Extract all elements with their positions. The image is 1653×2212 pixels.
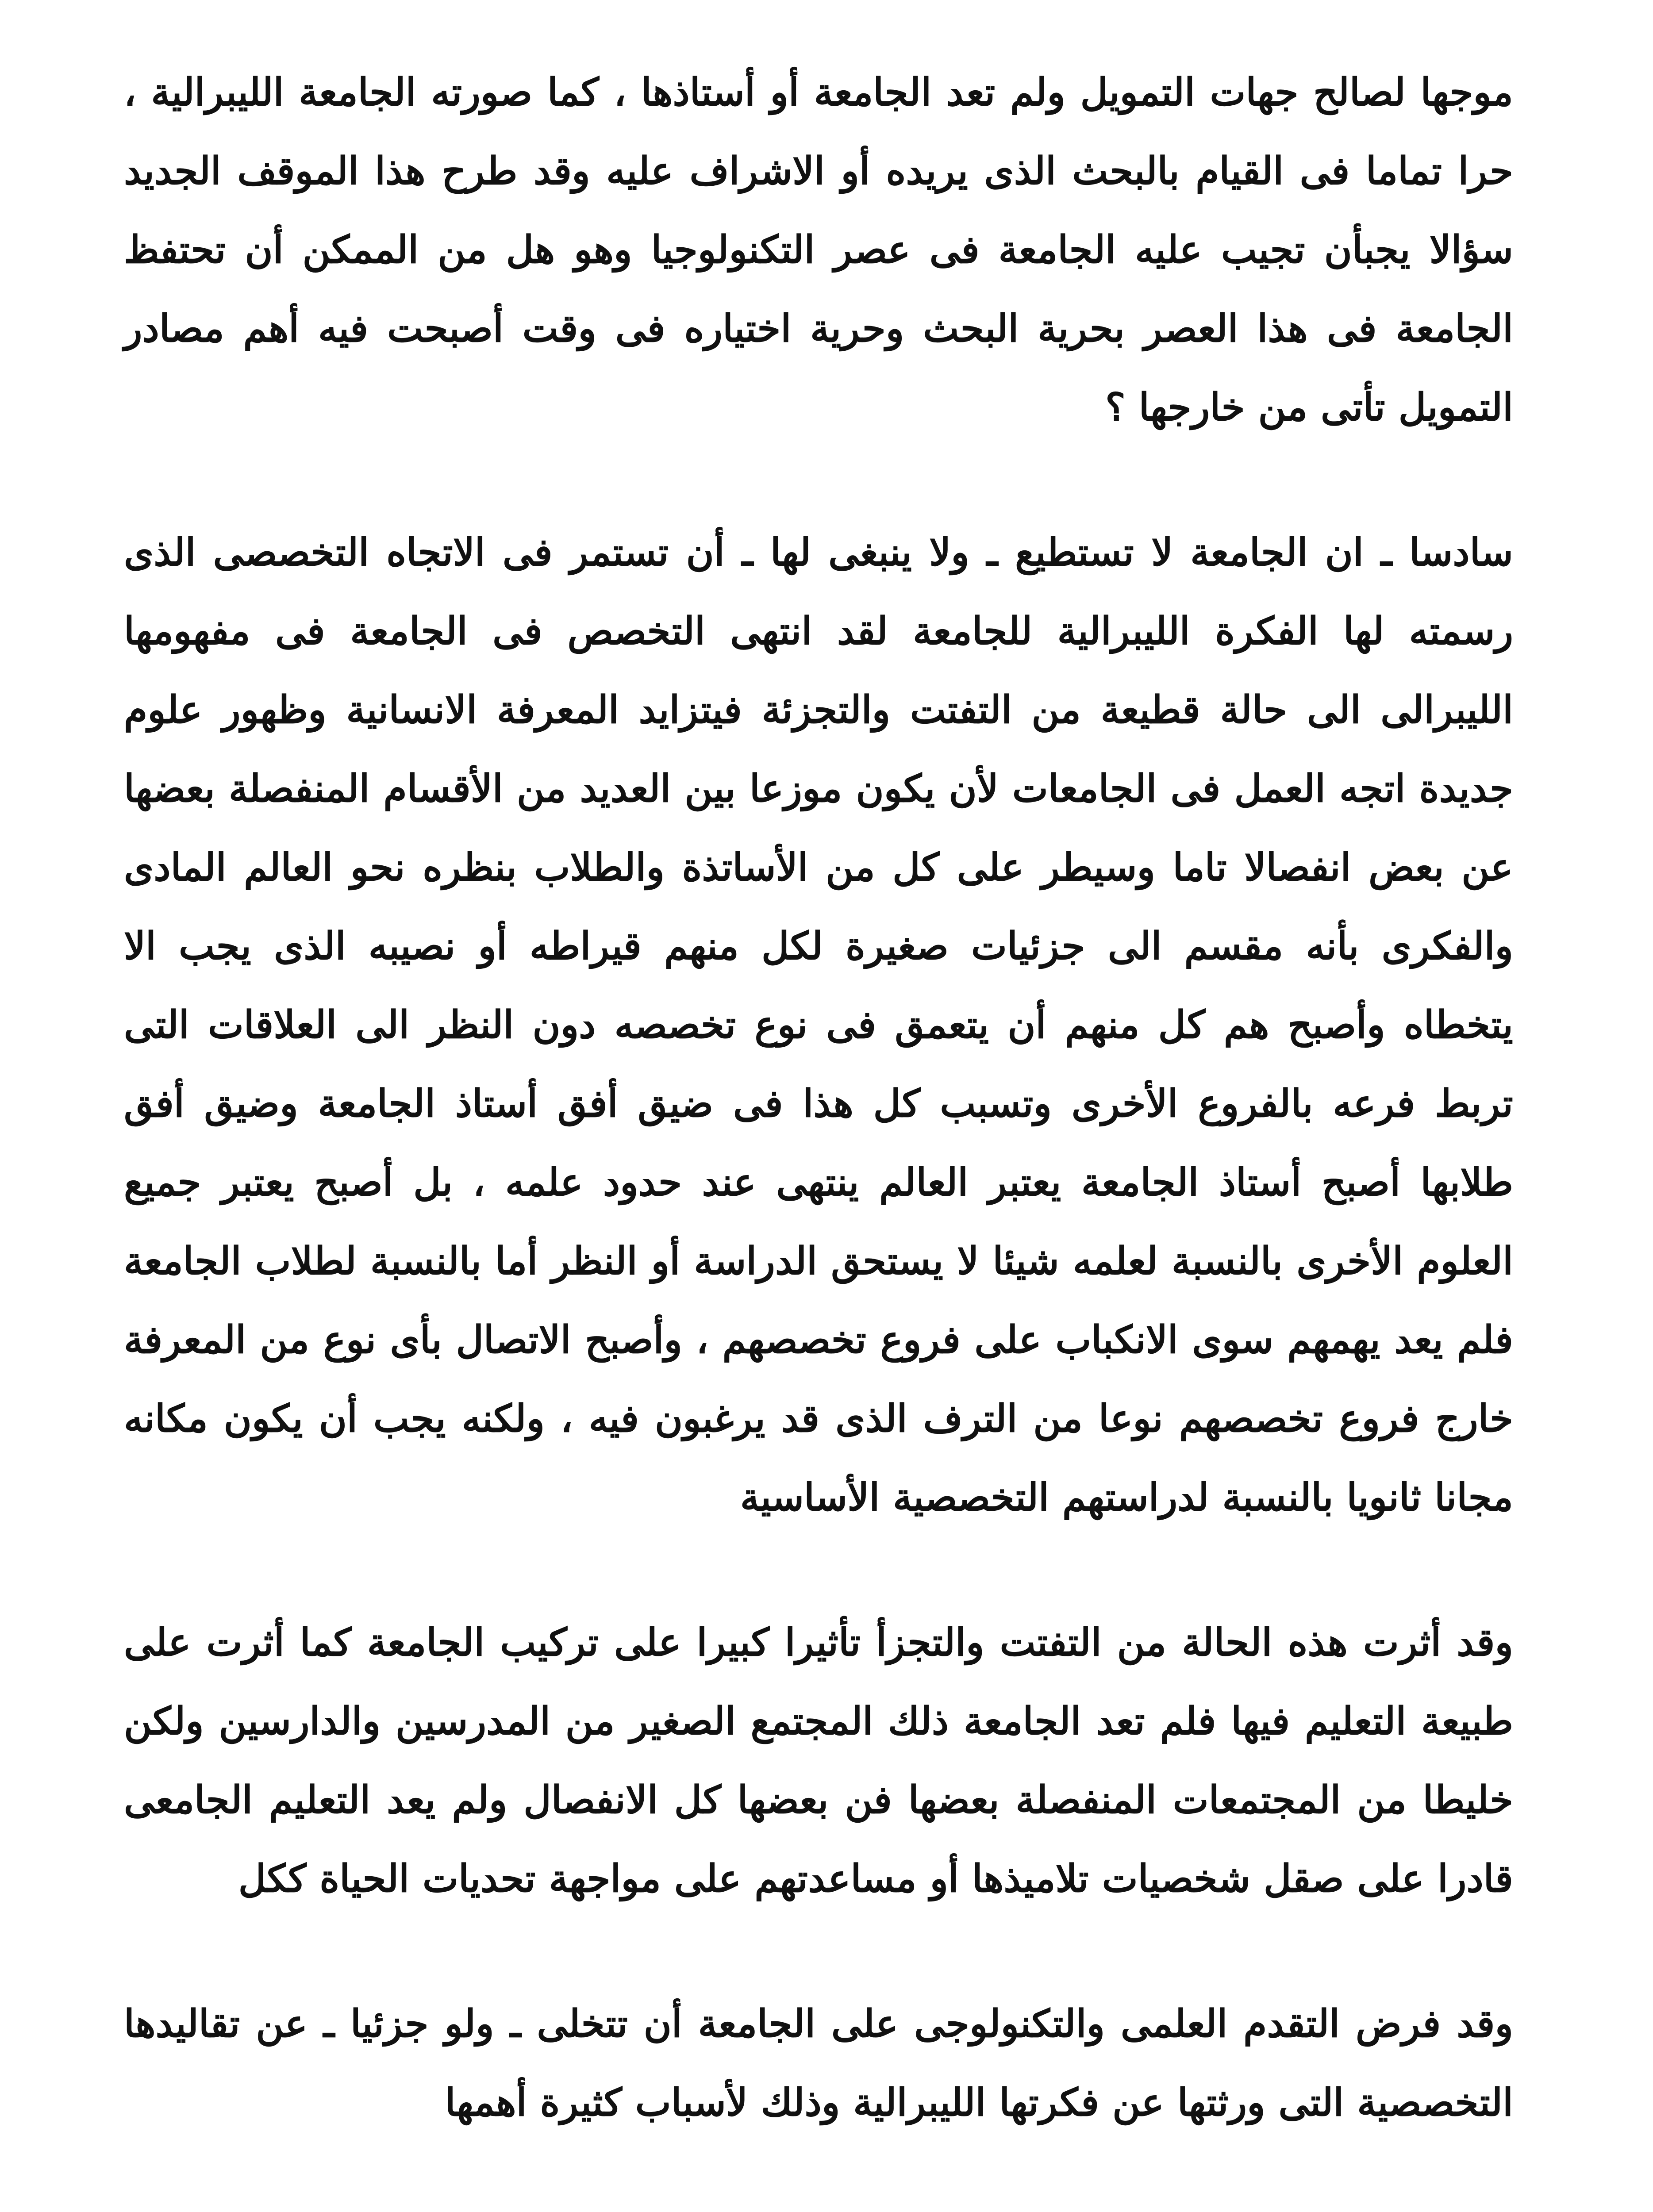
paragraph-sixth-lead: سادسا ـ [1380,530,1513,575]
paragraph-scientific-progress [124,1985,1513,2142]
list-item-a [124,2208,1513,2212]
paragraph-gap [124,2142,1513,2208]
paragraph-scientific-progress-text: وقد فرض التقدم العلمى والتكنولوجى على الجامعة أن تتخلى ـ ولو جزئيا ـ عن تقاليدها التخصصية التى ورثتها عن فكرتها الليبرالية وذلك لأسباب كثيرة أهمها [124,2001,1513,2125]
list-item-a-marker [1411,2208,1513,2212]
paragraph-funding-text: موجها لصالح جهات التمويل ولم تعد الجامعة أو أستاذها ، كما صورته الجامعة الليبرالية ، حرا تماما فى القيام بالبحث الذى يريده أو الاشراف عليه وقد طرح هذا الموقف الجديد سؤالا يجبأن تجيب عليه الجامعة فى عصر التكنولوجيا وهو هل من الممكن أن تحتفظ الجامعة فى هذا العصر بحرية البحث وحرية اختياره فى وقت أصبحت فيه أهم مصادر التمويل تأتى من خارجها ؟ [124,70,1513,430]
paragraph-gap [124,447,1513,513]
page-body [124,53,1513,2212]
paragraph-sixth-point [124,513,1513,1537]
paragraph-sixth-text: ان الجامعة لا تستطيع ـ ولا ينبغى لها ـ أن تستمر فى الاتجاه التخصصى الذى رسمته لها الفكرة الليبرالية للجامعة لقد انتهى التخصص فى الجامعة فى مفهومها الليبرالى الى حالة قطيعة من التفتت والتجزئة فيتزايد المعرفة الانسانية وظهور علوم جديدة اتجه العمل فى الجامعات لأن يكون موزعا بين العديد من الأقسام المنفصلة بعضها عن بعض انفصالا تاما وسيطر على كل من الأساتذة والطلاب بنظره نحو العالم المادى والفكرى بأنه مقسم الى جزئيات صغيرة لكل منهم قيراطه أو نصيبه الذى يجب الا يتخطاه وأصبح هم كل منهم أن يتعمق فى نوع تخصصه دون النظر الى العلاقات التى تربط فرعه بالفروع الأخرى وتسبب كل هذا فى ضيق أفق أستاذ الجامعة وضيق أفق طلابها أصبح أستاذ الجامعة يعتبر العالم ينتهى عند حدود علمه ، بل أصبح يعتبر جميع العلوم الأخرى بالنسبة لعلمه شيئا لا يستحق الدراسة أو النظر أما بالنسبة لطلاب الجامعة فلم يعد يهمهم سوى الانكباب على فروع تخصصهم ، وأصبح الاتصال بأى نوع من المعرفة خارج فروع تخصصهم نوعا من الترف الذى قد يرغبون فيه ، ولكنه يجب أن يكون مكانه مجانا ثانويا بالنسبة لدراستهم التخصصية الأساسية [124,530,1513,1520]
paragraph-gap [124,1537,1513,1603]
paragraph-funding [124,53,1513,447]
paragraph-gap [124,1918,1513,1985]
list-item-a-text [124,2208,1411,2212]
paragraph-fragmentation-text: وقد أثرت هذه الحالة من التفتت والتجزأ تأثيرا كبيرا على تركيب الجامعة كما أثرت على طبيعة التعليم فيها فلم تعد الجامعة ذلك المجتمع الصغير من المدرسين والدارسين ولكن خليطا من المجتمعات المنفصلة بعضها فن بعضها كل الانفصال ولم يعد التعليم الجامعى قادرا على صقل شخصيات تلاميذها أو مساعدتهم على مواجهة تحديات الحياة ككل [124,1620,1513,1901]
paragraph-fragmentation [124,1603,1513,1918]
